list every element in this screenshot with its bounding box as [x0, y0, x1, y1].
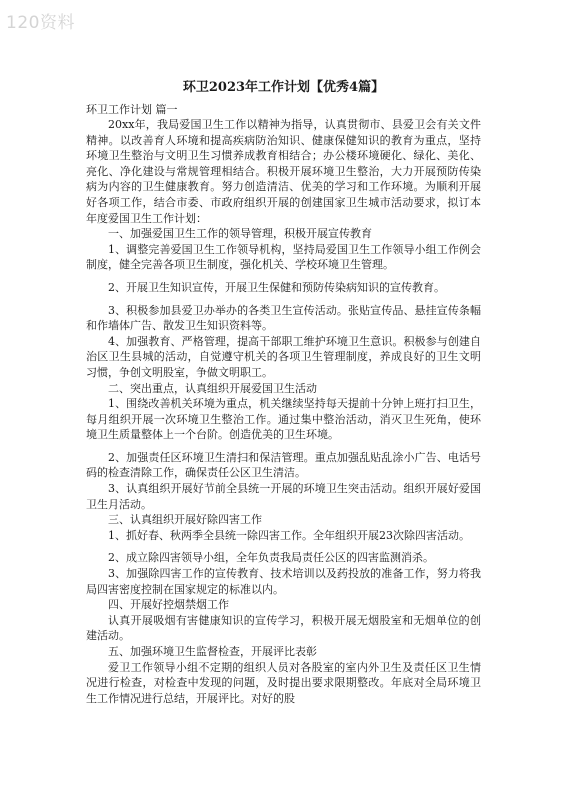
- section-heading-1: 一、加强爱国卫生工作的领导管理，积极开展宣传教育: [108, 227, 372, 241]
- section2-item-2: 2、加强责任区环境卫生清扫和保洁管理。重点加强乱贴乱涂小广告、电话号码的检查清除工作，确保责任公区卫生清洁。: [86, 450, 481, 480]
- section5-item-1: 爱卫工作领导小组不定期的组织人员对各股室的室内外卫生及责任区卫生情况进行检查，对检查中发现的问题，及时提出要求限期整改。年底对全局环境卫生工作情况进行总结，开展评比。对好的股: [86, 660, 481, 705]
- section1-item-1: 1、调整完善爱国卫生工作领导机构，坚持局爱国卫生工作领导小组工作例会制度，健全完善各项卫生制度，强化机关、学校环境卫生管理。: [86, 242, 481, 272]
- section3-item-2: 2、成立除四害领导小组，全年负责我局责任公区的四害监测消杀。: [108, 551, 434, 565]
- document-title: 环卫2023年工作计划【优秀4篇】: [182, 80, 385, 95]
- section-heading-3: 三、认真组织开展好除四害工作: [108, 513, 262, 527]
- section-heading-2: 二、突出重点，认真组织开展爱国卫生活动: [108, 381, 317, 395]
- watermark: 120资料: [6, 13, 75, 33]
- section3-item-3: 3、加强除四害工作的宣传教育、技术培训以及药投放的准备工作，努力将我局四害密度控制在国家规定的标准以内。: [86, 567, 481, 596]
- section2-item-3: 3、认真组织开展好节前全县统一开展的环境卫生突击活动。组织开展好爱国卫生月活动。: [86, 482, 481, 511]
- section1-item-2: 2、开展卫生知识宣传，开展卫生保健和预防传染病知识的宣传教育。: [108, 280, 445, 294]
- intro-paragraph: 20xx年，我局爱国卫生工作以精神为指导，认真贯彻市、县爱卫会有关文件精神。以改善育人环境和提高疾病防治知识、健康保健知识的教育为重点，坚持环境卫生整治与文明卫生习惯养成教育相结合；办公楼环境硬化、绿化、美化、亮化、净化建设与常规管理相结合。积极开展环境卫生整治，大力开展预防传染病为内容的卫生健康教育。努力创造清洁、优美的学习和工作环境。为顺利开展好各项工作，结合市委、市政府组织开展的创建国家卫生城市活动要求，拟订本年度爱国卫生工作计划：: [86, 118, 481, 225]
- section-heading-5: 五、加强环境卫生监督检查，开展评比表彰: [108, 645, 317, 658]
- document-page: [86, 78, 481, 706]
- section4-item-1: 认真开展吸烟有害健康知识的宣传学习，积极开展无烟股室和无烟单位的创建活动。: [86, 613, 481, 643]
- section-heading-4: 四、开展好控烟禁烟工作: [108, 598, 229, 612]
- section2-item-1: 1、围绕改善机关环境为重点，机关继续坚持每天提前十分钟上班打扫卫生，每月组织开展一次环境卫生整治工作。通过集中整治活动，消灭卫生死角，使环境卫生质量整体上一个台阶。创造优美的卫生环境。: [86, 397, 481, 442]
- section1-item-4: 4、加强教育、严格管理，提高干部职工维护环境卫生意识。积极参与创建自治区卫生县城的活动，自觉遵守机关的各项卫生管理制度，养成良好的卫生文明习惯，争创文明股室，争做文明职工。: [86, 334, 481, 379]
- section1-item-3: 3、积极参加县爱卫办举办的各类卫生宣传活动。张贴宣传品、悬挂宣传条幅和作墙体广告、散发卫生知识资料等。: [86, 303, 481, 333]
- section3-item-1: 1、抓好春、秋两季全县统一除四害工作。全年组织开展23次除四害活动。: [108, 528, 470, 542]
- document-subtitle: 环卫工作计划 篇一: [86, 103, 178, 116]
